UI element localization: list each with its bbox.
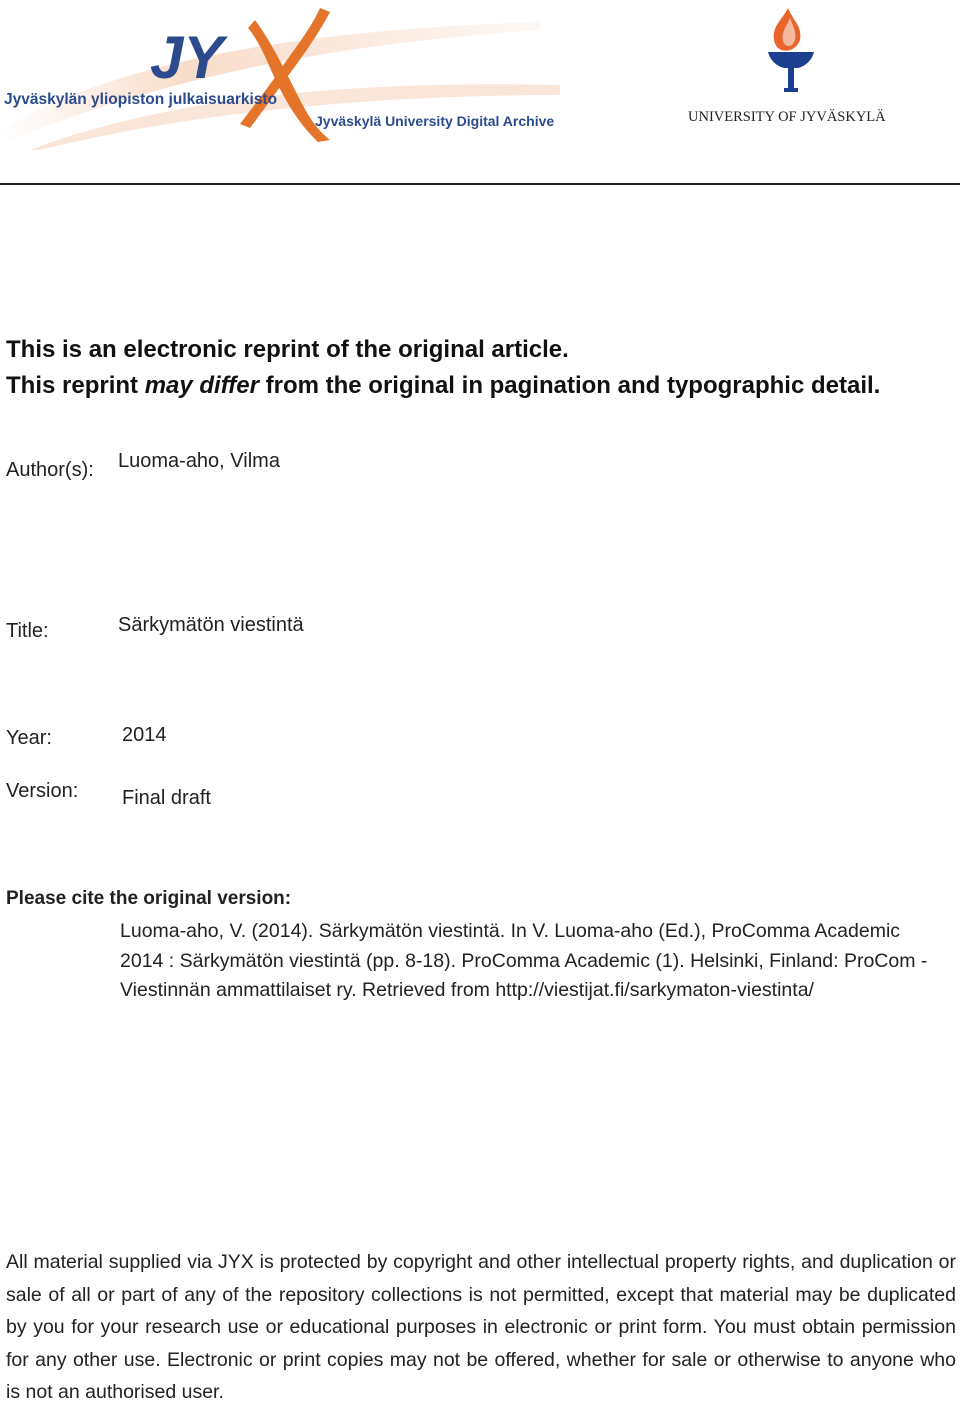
notice-suffix: from the original in pagination and typographic detail. [258,372,881,399]
notice-prefix: This reprint [6,372,145,399]
university-name: UNIVERSITY OF JYVÄSKYLÄ [688,109,886,125]
version-label: Version: [6,780,79,802]
citation-text: Luoma-aho, V. (2014). Särkymätön viestintä. In V. Luoma-aho (Ed.), ProComma Academic 2014 : Särkymätön viestintä (pp. 8-18). ProComma Academic (1). Helsinki, Finland: ProCom - Viestinnän ammattilaiset ry. Retrieved from http://viestijat.fi/sarkymaton-viestinta/ [120,920,928,1001]
title-label: Title: [6,620,49,642]
version-value: Final draft [122,787,211,809]
author-label: Author(s): [6,459,94,481]
title-value: Särkymätön viestintä [118,614,304,636]
torch-icon [768,8,814,92]
jyx-logo-icon [0,0,560,150]
jyx-subtitle-en: Jyväskylä University Digital Archive [315,113,555,129]
jyx-subtitle-fi: Jyväskylän yliopiston julkaisuarkisto [4,91,278,108]
year-label: Year: [6,727,52,749]
notice-emphasis: may differ [144,372,259,399]
copyright-notice: All material supplied via JYX is protected by copyright and other intellectual property rights, and duplication or sale of all or part of any of the repository collections is not permitted, except that material may be duplicated by you for your research use or educational purposes in electronic or print form. You must obtain permission for any other use. Electronic or print copies may not be offered, whether for sale or otherwise to anyone who is not an authorised user. [6,1251,956,1403]
author-value: Luoma-aho, Vilma [118,450,280,472]
university-logo [680,0,910,140]
reprint-notice-line1: This is an electronic reprint of the original article. [6,336,569,363]
cite-heading: Please cite the original version: [6,888,292,909]
year-value: 2014 [122,724,167,746]
header-divider [0,183,960,185]
jyx-mark: JY [150,24,224,91]
reprint-notice-line2 [6,372,880,400]
